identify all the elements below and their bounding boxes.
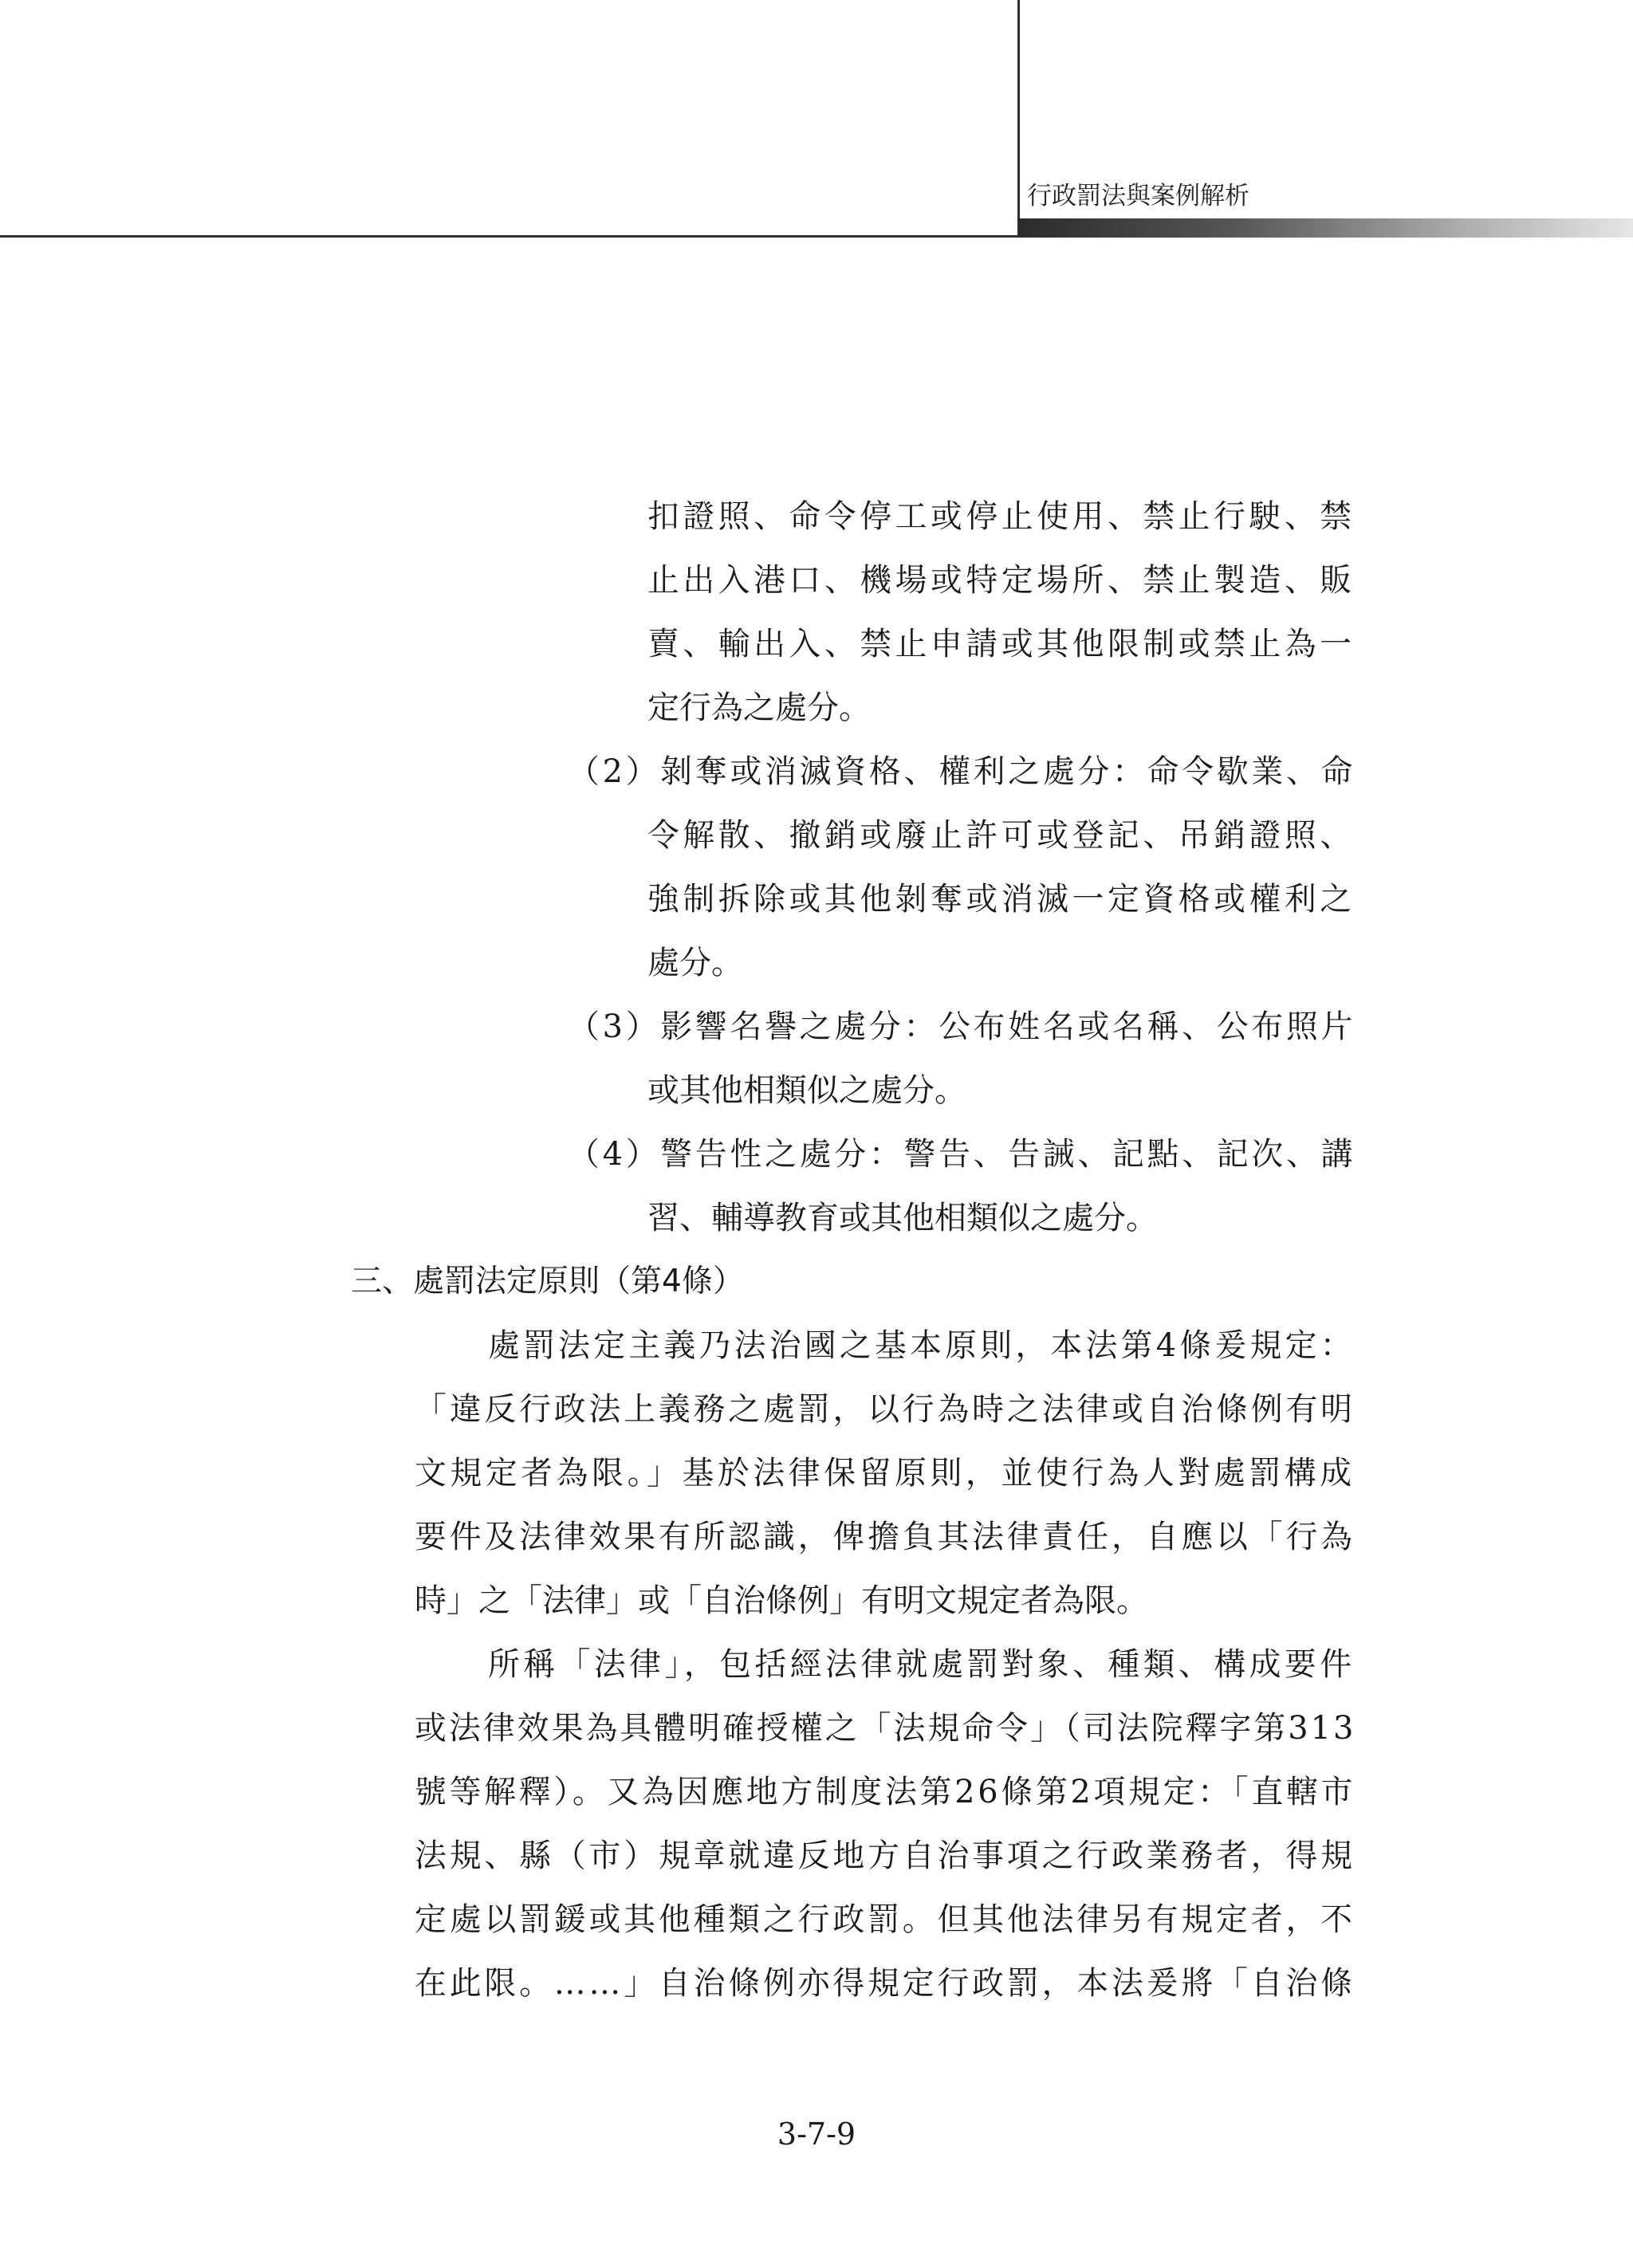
body-line: 賣、輸出入、禁止申請或其他限制或禁止為一 (647, 626, 1356, 662)
body-line: 法規、縣（市）規章就違反地方自治事項之行政業務者，得規 (415, 1838, 1356, 1874)
page-number: 3-7-9 (777, 2117, 856, 2152)
body-line: 文規定者為限。」基於法律保留原則，並使行為人對處罰構成 (415, 1455, 1356, 1492)
body-line: 或法律效果為具體明確授權之「法規命令」（司法院釋字第313 (415, 1710, 1356, 1747)
body-line: 扣證照、命令停工或停止使用、禁止行駛、禁 (647, 498, 1356, 535)
body-line: 習、輔導教育或其他相類似之處分。 (647, 1200, 1158, 1236)
list-item-4: （4）警告性之處分：警告、告誡、記點、記次、講 (568, 1136, 1356, 1173)
body-line: 強制拆除或其他剝奪或消滅一定資格或權利之 (647, 881, 1356, 918)
body-line: 定行為之處分。 (647, 690, 871, 726)
paragraph-first-line: 所稱「法律」，包括經法律就處罰對象、種類、構成要件 (488, 1646, 1356, 1683)
body-line: 時」之「法律」或「自治條例」有明文規定者為限。 (415, 1582, 1148, 1619)
list-item-2: （2）剝奪或消滅資格、權利之處分：命令歇業、命 (568, 753, 1356, 790)
body-line: 定處以罰鍰或其他種類之行政罰。但其他法律另有規定者，不 (415, 1901, 1356, 1938)
section-heading: 三、處罰法定原則（第4條） (351, 1264, 744, 1299)
running-header-title: 行政罰法與案例解析 (1027, 182, 1249, 210)
body-line: 在此限。……」自治條例亦得規定行政罰，本法爰將「自治條 (415, 1965, 1356, 2002)
header-horizontal-rule (0, 235, 1017, 238)
body-line: 「違反行政法上義務之處罰，以行為時之法律或自治條例有明 (415, 1391, 1356, 1428)
paragraph-first-line: 處罰法定主義乃法治國之基本原則，本法第4條爰規定： (488, 1327, 1356, 1364)
header-vertical-rule (1017, 0, 1020, 236)
list-item-3: （3）影響名譽之處分：公布姓名或名稱、公布照片 (568, 1008, 1356, 1045)
body-line: 或其他相類似之處分。 (647, 1072, 966, 1109)
body-line: 號等解釋）。又為因應地方制度法第26條第2項規定：「直轄市 (415, 1774, 1356, 1810)
body-line: 要件及法律效果有所認識，俾擔負其法律責任，自應以「行為 (415, 1519, 1356, 1555)
body-line: 止出入港口、機場或特定場所、禁止製造、販 (647, 562, 1356, 599)
header-gradient-bar (1017, 218, 1633, 238)
body-line: 處分。 (647, 945, 743, 981)
body-line: 令解散、撤銷或廢止許可或登記、吊銷證照、 (647, 817, 1356, 854)
